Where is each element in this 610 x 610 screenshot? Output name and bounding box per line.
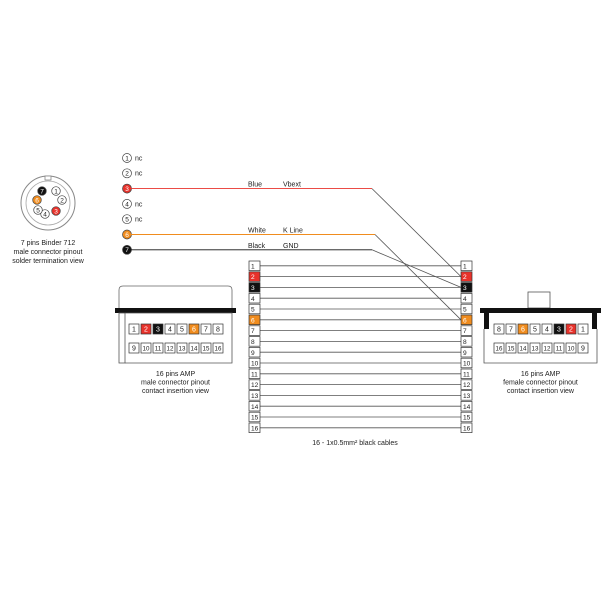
- amp-contact-number: 14: [190, 345, 198, 353]
- cable-terminal-number: 8: [463, 339, 467, 346]
- amp-contact: [554, 324, 564, 334]
- binder-caption-line: male connector pinout: [13, 249, 83, 256]
- binder-caption-line: 7 pins Binder 712: [20, 240, 76, 247]
- amp-contact-number: 16: [495, 345, 503, 353]
- amp-contact: [530, 324, 540, 334]
- binder-712-caption: [12, 240, 85, 265]
- cable-terminal-number: 15: [463, 414, 471, 422]
- amp-flange-bar: [115, 308, 236, 313]
- amp-caption-line: contact insertion view: [507, 388, 574, 396]
- amp-side-left: [119, 313, 125, 363]
- amp-caption-line: 16 pins AMP: [520, 371, 561, 378]
- amp-contact: [506, 324, 516, 334]
- binder-pin-number: 4: [43, 211, 47, 219]
- cable-terminal-number: 14: [463, 403, 471, 411]
- cable-terminal-number: 1: [251, 263, 255, 271]
- cable-terminal-number: 10: [251, 360, 259, 368]
- cable-terminal-number: 16: [251, 425, 259, 433]
- amp-contact-number: 5: [180, 326, 184, 334]
- cable-terminal-number: 10: [463, 360, 471, 368]
- cable-row: [249, 391, 472, 401]
- amp-contact: [201, 343, 211, 353]
- binder-712-connector: [21, 176, 75, 230]
- amp-contact-number: 3: [156, 326, 160, 334]
- amp-contact: [578, 343, 588, 353]
- pin-list-number: 3: [125, 186, 129, 193]
- amp-contact-number: 15: [202, 345, 210, 353]
- amp-contact-number: 10: [142, 345, 150, 353]
- cable-terminal-number: 6: [251, 317, 255, 325]
- pin-list-label: nc: [135, 155, 143, 163]
- cable-terminal-number: 2: [251, 274, 255, 282]
- cable-terminal-number: 13: [463, 393, 471, 400]
- amp-contact: [518, 324, 528, 334]
- wire-signal-label: K Line: [283, 227, 303, 235]
- pin-list-row: [123, 169, 143, 178]
- amp-contact: [530, 343, 540, 353]
- cable-terminal-number: 12: [251, 382, 259, 390]
- amp-contact-number: 3: [557, 326, 561, 334]
- cable-terminal-number: 9: [251, 349, 255, 357]
- amp-contact: [189, 324, 199, 334]
- amp-contact: [189, 343, 199, 353]
- amp-contact: [165, 343, 175, 353]
- amp-side-right: [592, 313, 597, 329]
- amp-contact: [554, 343, 564, 353]
- cable-row: [249, 412, 472, 422]
- pin-list-number: 2: [125, 170, 129, 178]
- amp-contact: [542, 324, 552, 334]
- cable-terminal-number: 1: [463, 263, 467, 271]
- amp-contact-number: 6: [521, 326, 525, 334]
- wire-connections: [131, 189, 461, 320]
- amp-contact-number: 12: [166, 345, 174, 353]
- amp-contact-number: 16: [214, 345, 222, 353]
- cable-terminal-number: 6: [463, 317, 467, 325]
- cable-row: [249, 326, 472, 336]
- amp-contact-number: 15: [507, 345, 515, 353]
- amp-contact-number: 2: [144, 326, 148, 334]
- amp-contact: [542, 343, 552, 353]
- amp-contact: [518, 343, 528, 353]
- amp-contact-number: 14: [519, 345, 527, 353]
- binder-pin-number: 3: [54, 208, 58, 216]
- pin-list-row: [123, 215, 143, 224]
- binder-pin-number: 5: [36, 207, 40, 215]
- wire-color-label: Black: [248, 242, 266, 250]
- amp-contact-number: 2: [569, 326, 573, 334]
- amp-contact: [213, 324, 223, 334]
- cable-terminal-number: 3: [251, 285, 255, 292]
- cable-bundle: [249, 261, 472, 447]
- cable-row: [249, 315, 472, 325]
- cable-row: [249, 358, 472, 368]
- pin-list-label: nc: [135, 170, 143, 178]
- pin-list-number: 1: [125, 155, 129, 163]
- pin-list-number: 7: [125, 247, 129, 255]
- amp-contact: [566, 324, 576, 334]
- amp-contact: [153, 324, 163, 334]
- cable-row: [249, 401, 472, 411]
- amp-contact-number: 7: [204, 326, 208, 334]
- binder-pin-number: 7: [40, 188, 44, 196]
- amp-contact: [201, 324, 211, 334]
- cable-terminal-number: 13: [251, 393, 259, 400]
- cable-terminal-number: 3: [463, 285, 467, 292]
- cable-row: [249, 369, 472, 379]
- amp-contact-number: 4: [545, 326, 549, 334]
- binder-pin-number: 2: [60, 197, 64, 205]
- amp-contact-number: 11: [555, 345, 563, 353]
- cable-row: [249, 261, 472, 271]
- amp-contact: [177, 324, 187, 334]
- cable-terminal-number: 7: [463, 328, 467, 336]
- amp-contact: [153, 343, 163, 353]
- binder-pin: [52, 187, 61, 196]
- amp-contact: [578, 324, 588, 334]
- amp-caption-line: male connector pinout: [141, 379, 210, 387]
- amp-caption-line: 16 pins AMP: [155, 371, 196, 378]
- cable-row: [249, 272, 472, 282]
- cable-terminal-number: 5: [463, 306, 467, 314]
- cable-terminal-number: 15: [251, 414, 259, 422]
- cable-terminal-number: 5: [251, 306, 255, 314]
- amp-contact: [165, 324, 175, 334]
- amp-contact-number: 5: [533, 326, 537, 334]
- amp-contact: [129, 343, 139, 353]
- amp-housing-top: [119, 286, 232, 308]
- binder-pin-number: 6: [35, 197, 39, 205]
- binder-pin-number: 1: [54, 188, 58, 196]
- amp-contact-number: 6: [192, 326, 196, 334]
- pin-list-label: nc: [135, 216, 143, 224]
- amp-caption-line: female connector pinout: [503, 379, 578, 387]
- cable-terminal-number: 9: [463, 349, 467, 357]
- cable-row: [249, 347, 472, 357]
- male-amp-connector: [115, 286, 236, 395]
- pin-list-label: nc: [135, 201, 143, 209]
- amp-contact-number: 9: [581, 345, 585, 353]
- amp-contact-number: 9: [132, 345, 136, 353]
- pin-list-row: [123, 182, 301, 194]
- amp-side-left: [484, 313, 489, 329]
- cable-terminal-number: 8: [251, 339, 255, 346]
- cable-row: [249, 423, 472, 433]
- cable-terminal-number: 11: [251, 371, 258, 379]
- amp-contact-number: 1: [132, 326, 136, 334]
- wire-diagonal: [375, 235, 461, 320]
- amp-contact-number: 13: [531, 345, 539, 353]
- binder-pin-list: [123, 154, 303, 255]
- binder-pin: [52, 207, 61, 216]
- amp-contact: [129, 324, 139, 334]
- amp-contact-number: 10: [567, 345, 575, 353]
- amp-contact-number: 13: [178, 345, 186, 353]
- cable-row: [249, 293, 472, 303]
- amp-contact: [177, 343, 187, 353]
- female-amp-connector: [480, 292, 601, 395]
- wire-color-label: Blue: [248, 181, 263, 189]
- wire-signal-label: GND: [283, 242, 299, 250]
- cable-terminal-number: 14: [251, 403, 259, 411]
- pin-list-row: [123, 154, 143, 163]
- cable-terminal-number: 11: [463, 371, 470, 379]
- amp-caption-line: contact insertion view: [142, 388, 209, 396]
- cable-caption: 16 - 1x0.5mm² black cables: [312, 440, 398, 447]
- binder-pin: [58, 196, 67, 205]
- amp-contact: [141, 324, 151, 334]
- binder-pin: [33, 196, 42, 205]
- pin-list-number: 4: [125, 201, 129, 209]
- amp-contact-number: 4: [168, 326, 172, 334]
- amp-contact-number: 7: [509, 326, 513, 334]
- cable-terminal-number: 4: [463, 295, 467, 303]
- amp-contact: [213, 343, 223, 353]
- amp-contact-number: 1: [581, 326, 585, 334]
- wire-signal-label: Vbext: [283, 181, 301, 189]
- amp-latch: [528, 292, 550, 308]
- binder-key-notch: [45, 176, 51, 180]
- cable-terminal-number: 4: [251, 295, 255, 303]
- cable-terminal-number: 7: [251, 328, 255, 336]
- binder-caption-line: solder termination view: [12, 258, 84, 265]
- pin-list-row: [123, 199, 143, 208]
- pin-list-number: 5: [125, 216, 129, 224]
- binder-pin: [38, 187, 47, 196]
- amp-contact: [141, 343, 151, 353]
- amp-contact: [494, 324, 504, 334]
- cable-row: [249, 337, 472, 347]
- binder-pin: [34, 206, 43, 215]
- cable-row: [249, 304, 472, 314]
- amp-contact-number: 8: [497, 326, 501, 334]
- amp-contact: [566, 343, 576, 353]
- cable-terminal-number: 2: [463, 274, 467, 282]
- pin-list-row: [123, 243, 299, 255]
- cable-row: [249, 380, 472, 390]
- cable-row: [249, 283, 472, 293]
- pin-list-row: [123, 228, 303, 240]
- pin-list-number: 6: [125, 231, 129, 239]
- amp-flange-bar: [480, 308, 601, 313]
- wire-color-label: White: [248, 227, 266, 235]
- amp-contact-number: 8: [216, 326, 220, 334]
- amp-contact-number: 12: [543, 345, 551, 353]
- wire-diagonal: [372, 189, 461, 277]
- amp-contact: [494, 343, 504, 353]
- cable-terminal-number: 12: [463, 382, 471, 390]
- amp-contact: [506, 343, 516, 353]
- amp-body: [125, 313, 232, 363]
- amp-contact-number: 11: [154, 345, 162, 353]
- cable-terminal-number: 16: [463, 425, 471, 433]
- wire-diagonal: [372, 250, 461, 288]
